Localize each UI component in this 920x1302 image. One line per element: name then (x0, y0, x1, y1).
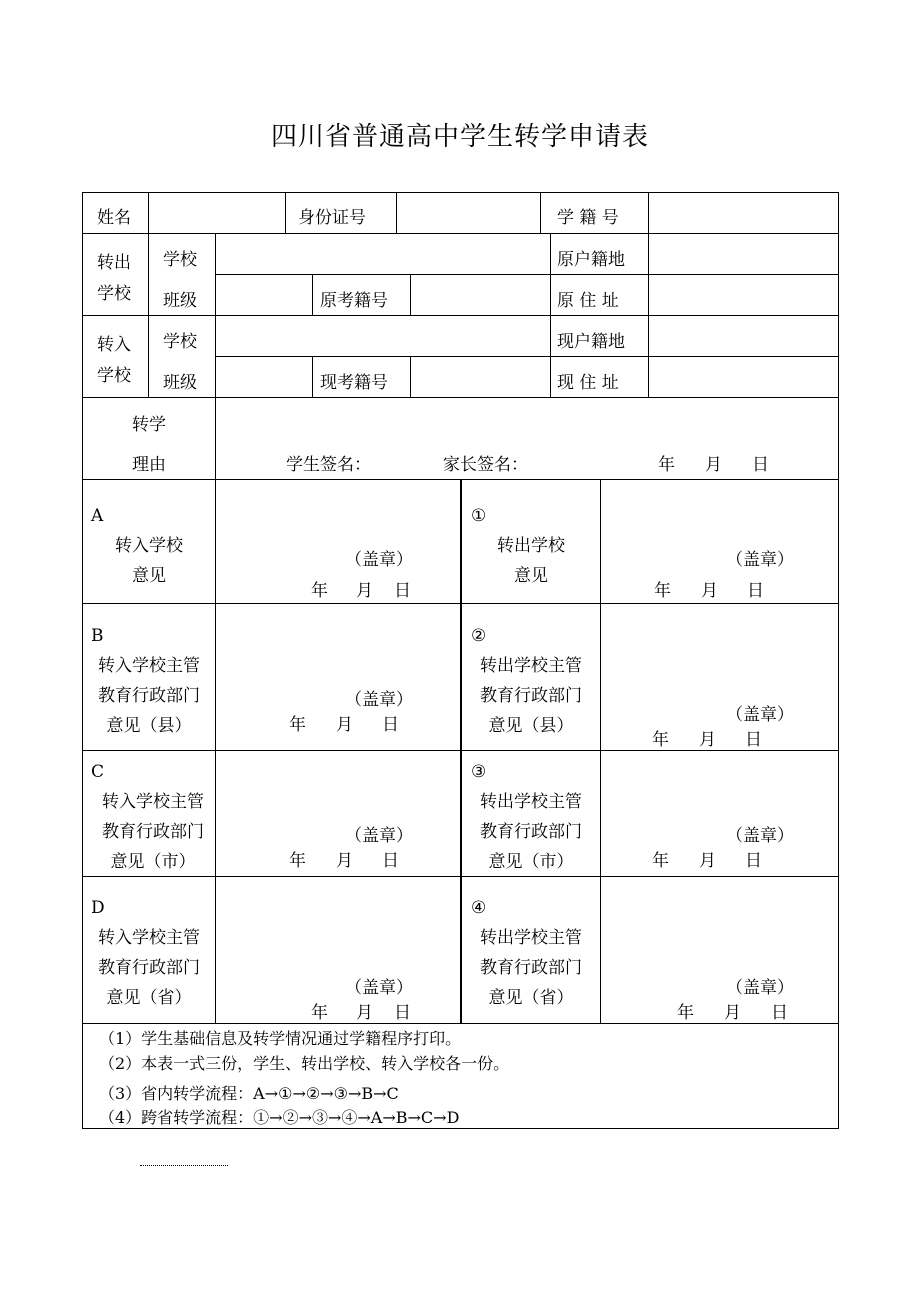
seal-label: （盖章） (726, 826, 794, 846)
opinion-out-line3: 意见（省） (488, 988, 574, 1008)
date-day: 日 (745, 730, 762, 750)
date-year: 年 (289, 715, 306, 735)
name-label: 姓名 (97, 208, 131, 228)
col-divider (550, 233, 551, 397)
col-divider (648, 193, 649, 397)
out-section-label-2: 学校 (97, 284, 131, 304)
opinion-out-code: ③ (471, 762, 487, 782)
in-class-label: 班级 (163, 373, 197, 393)
opinion-in-line1: 转入学校 (115, 536, 183, 556)
date-year: 年 (677, 1003, 694, 1023)
row-divider (83, 315, 838, 316)
opinion-out-line3: 意见（县） (488, 716, 574, 736)
out-section-label-1: 转出 (97, 253, 131, 273)
date-year: 年 (654, 581, 671, 601)
opinion-out-line1: 转出学校主管 (480, 792, 582, 812)
date-year: 年 (311, 581, 328, 601)
in-section-label-1: 转入 (97, 335, 131, 355)
opinion-out-line2: 教育行政部门 (480, 958, 582, 978)
opinion-out-line1: 转出学校 (497, 536, 565, 556)
opinion-in-line1: 转入学校主管 (98, 928, 200, 948)
date-month: 月 (701, 581, 718, 601)
in-section-label-2: 学校 (97, 366, 131, 386)
opinion-in-line1: 转入学校主管 (98, 656, 200, 676)
reason-date-month: 月 (705, 455, 722, 475)
date-month: 月 (356, 1003, 373, 1023)
date-year: 年 (311, 1003, 328, 1023)
parent-signature-label: 家长签名： (443, 455, 528, 475)
col-divider (148, 193, 149, 233)
opinion-out-code: ① (471, 506, 487, 526)
opinion-out-line2: 教育行政部门 (480, 822, 582, 842)
reason-label-2: 理由 (132, 455, 166, 475)
date-day: 日 (394, 581, 411, 601)
date-day: 日 (382, 715, 399, 735)
seal-label: （盖章） (345, 978, 413, 998)
opinion-in-line2: 意见 (132, 566, 166, 586)
col-divider (540, 193, 541, 233)
seal-label: （盖章） (726, 705, 794, 725)
date-day: 日 (771, 1003, 788, 1023)
opinion-out-code: ④ (471, 898, 487, 918)
row-divider (215, 356, 838, 357)
in-exam-number-label: 现考籍号 (320, 373, 388, 393)
opinion-out-line1: 转出学校主管 (480, 656, 582, 676)
opinion-in-line3: 意见（市） (110, 852, 196, 872)
note-item: （3）省内转学流程：A→①→②→③→B→C (99, 1084, 399, 1103)
date-day: 日 (382, 851, 399, 871)
opinion-in-code: B (91, 626, 104, 646)
in-hukou-label: 现户籍地 (557, 332, 625, 352)
opinion-in-code: A (91, 506, 104, 526)
note-item: （1）学生基础信息及转学情况通过学籍程序打印。 (99, 1029, 462, 1048)
opinion-in-line1: 转入学校主管 (102, 792, 204, 812)
col-divider-center (460, 479, 462, 1023)
opinion-in-code: C (91, 762, 105, 782)
date-day: 日 (747, 581, 764, 601)
date-day: 日 (394, 1003, 411, 1023)
seal-label: （盖章） (345, 550, 413, 570)
opinion-out-line3: 意见（市） (488, 852, 574, 872)
date-year: 年 (652, 730, 669, 750)
in-school-label: 学校 (163, 332, 197, 352)
col-divider (600, 479, 601, 1023)
row-divider (215, 274, 838, 275)
page-title: 四川省普通高中学生转学申请表 (270, 122, 649, 152)
col-divider (285, 193, 286, 233)
col-divider (410, 356, 411, 397)
reason-date-day: 日 (752, 455, 769, 475)
opinion-out-code: ② (471, 626, 487, 646)
date-year: 年 (289, 851, 306, 871)
date-month: 月 (356, 581, 373, 601)
opinion-out-line2: 意见 (514, 566, 548, 586)
opinion-in-line3: 意见（县） (106, 716, 192, 736)
note-item: （4）跨省转学流程：①→②→③→④→A→B→C→D (99, 1108, 460, 1127)
col-divider (215, 233, 216, 397)
reason-date-year: 年 (658, 455, 675, 475)
seal-label: （盖章） (726, 978, 794, 998)
col-divider (396, 193, 397, 233)
row-divider (83, 397, 838, 398)
row-divider (83, 233, 838, 234)
col-divider (410, 274, 411, 315)
date-month: 月 (724, 1003, 741, 1023)
out-hukou-label: 原户籍地 (557, 250, 625, 270)
out-address-label: 原 住 址 (557, 291, 619, 311)
id-number-label: 身份证号 (298, 208, 366, 228)
opinion-in-line2: 教育行政部门 (98, 686, 200, 706)
col-divider (215, 397, 216, 479)
date-year: 年 (652, 851, 669, 871)
date-month: 月 (699, 851, 716, 871)
out-class-label: 班级 (163, 291, 197, 311)
col-divider (312, 274, 313, 315)
opinion-in-line2: 教育行政部门 (102, 822, 204, 842)
footer-dotted-line (140, 1165, 228, 1166)
reason-label-1: 转学 (132, 415, 166, 435)
opinion-in-line2: 教育行政部门 (98, 958, 200, 978)
transfer-application-form (82, 192, 839, 1129)
out-exam-number-label: 原考籍号 (320, 291, 388, 311)
opinion-in-line3: 意见（省） (106, 988, 192, 1008)
opinion-out-line2: 教育行政部门 (480, 686, 582, 706)
opinion-out-line1: 转出学校主管 (480, 928, 582, 948)
col-divider (148, 233, 149, 397)
col-divider (215, 479, 216, 1023)
date-month: 月 (699, 730, 716, 750)
in-address-label: 现 住 址 (557, 373, 619, 393)
date-month: 月 (336, 851, 353, 871)
seal-label: （盖章） (345, 690, 413, 710)
student-signature-label: 学生签名： (286, 455, 371, 475)
date-month: 月 (336, 715, 353, 735)
date-day: 日 (745, 851, 762, 871)
student-number-label: 学 籍 号 (557, 208, 619, 228)
out-school-label: 学校 (163, 250, 197, 270)
opinion-in-code: D (91, 898, 105, 918)
seal-label: （盖章） (726, 550, 794, 570)
seal-label: （盖章） (345, 826, 413, 846)
col-divider (312, 356, 313, 397)
note-item: （2）本表一式三份，学生、转出学校、转入学校各一份。 (99, 1054, 510, 1073)
row-divider (83, 1023, 838, 1024)
